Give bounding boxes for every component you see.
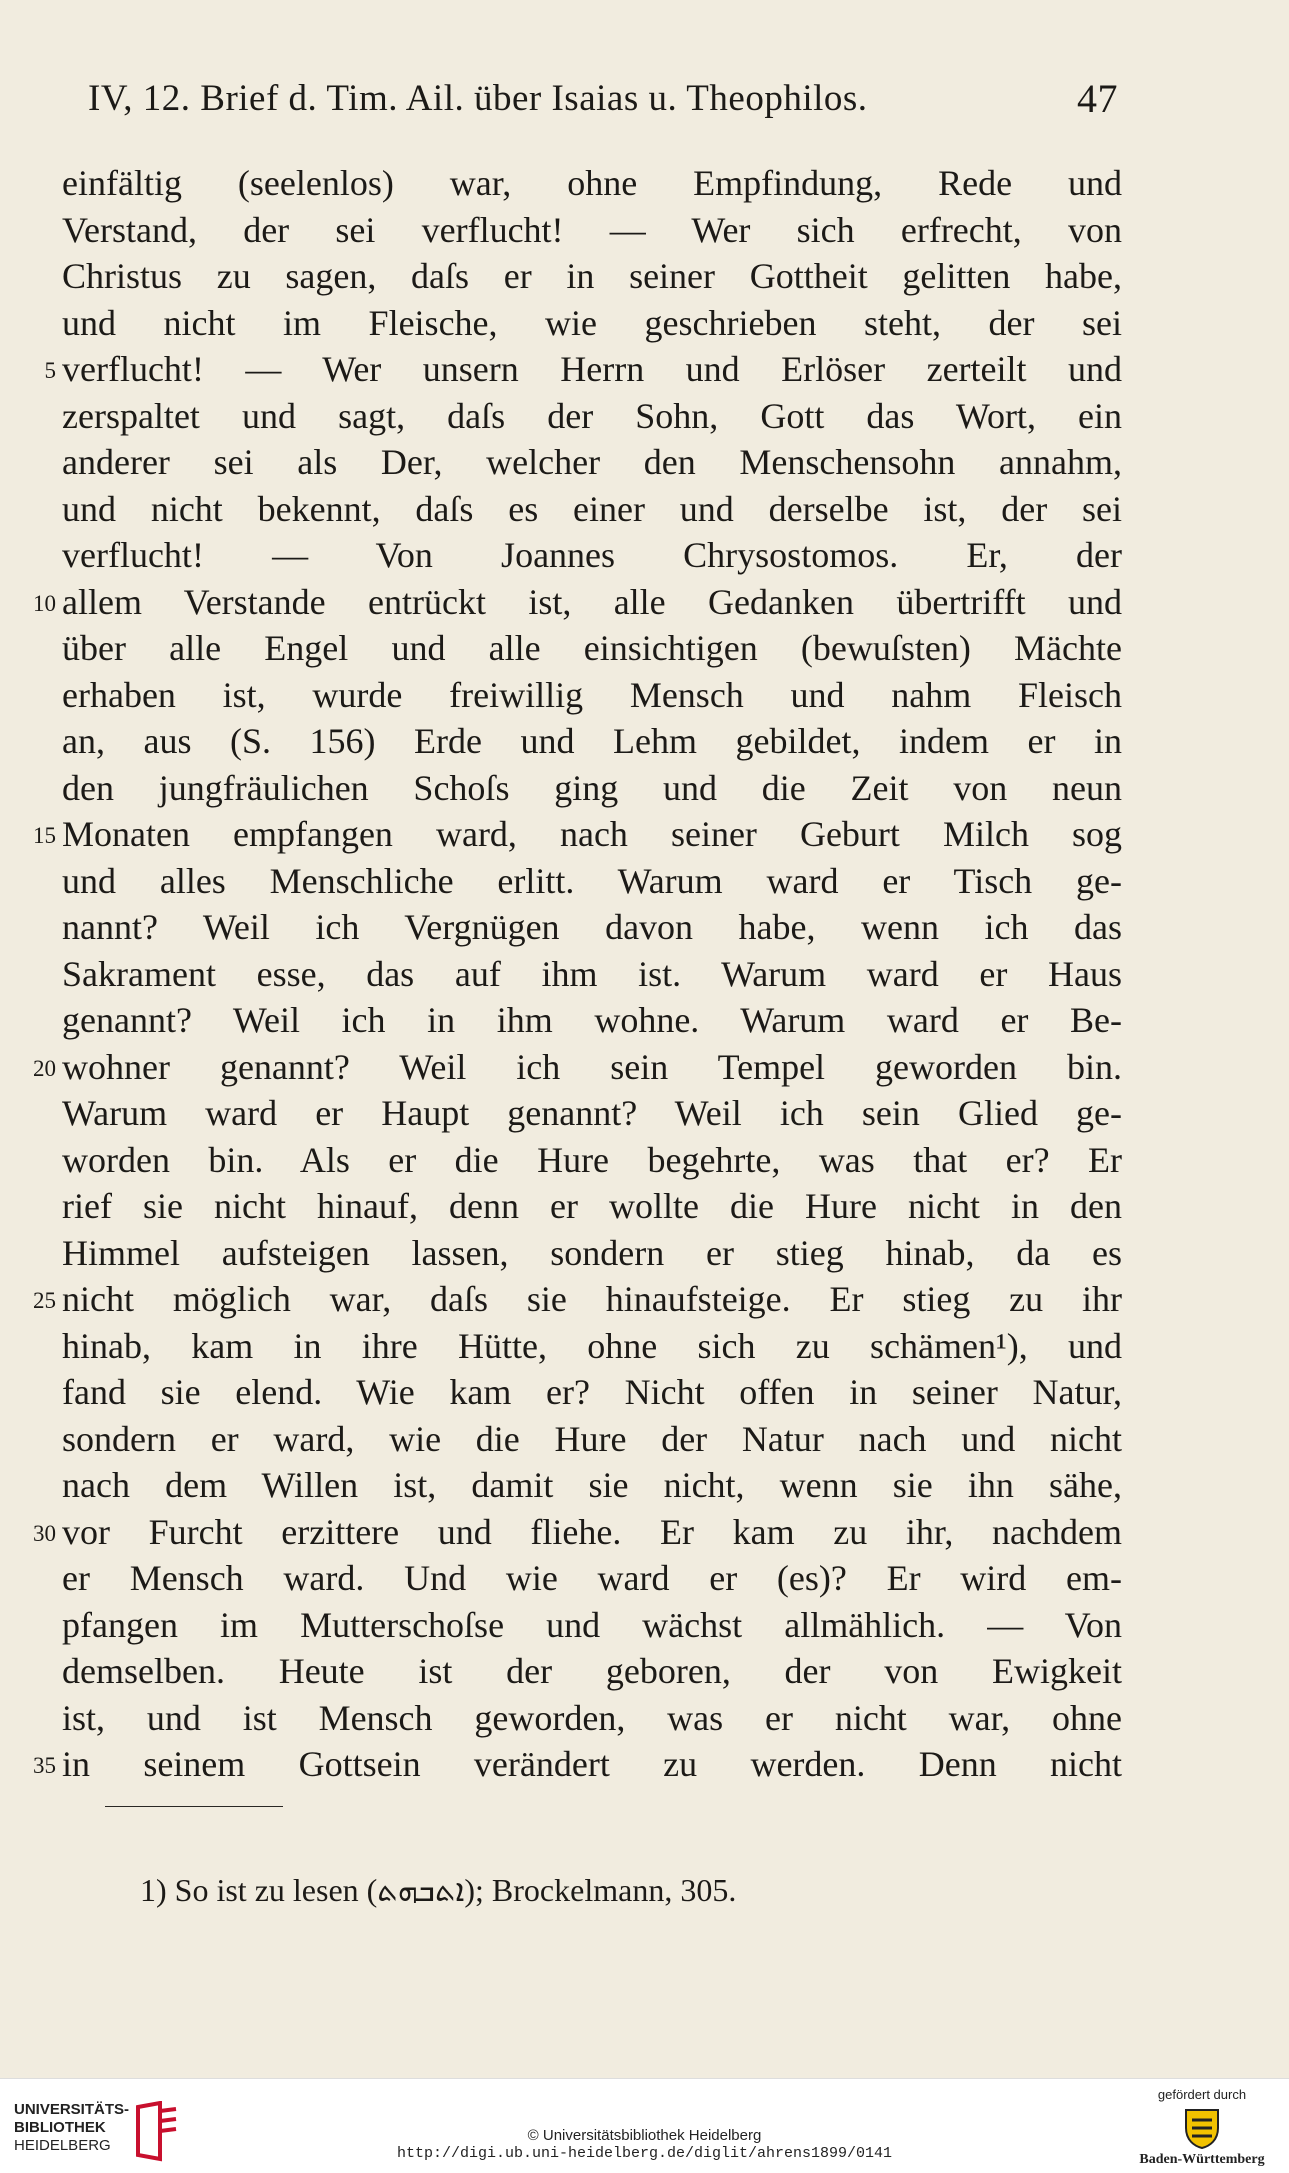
permalink-url[interactable]: http://digi.ub.uni-heidelberg.de/diglit/ahrens1899/0141 — [396, 2145, 893, 2162]
text-line — [62, 672, 1122, 719]
line-number: 15 — [33, 823, 56, 848]
text-line — [33, 1741, 1122, 1788]
line-text: anderer sei als Der, welcher den Menschensohn annahm, — [62, 442, 1122, 482]
line-text: verflucht! — Wer unsern Herrn und Erlöser zerteilt und — [62, 349, 1122, 389]
line-text: ist, und ist Mensch geworden, was er nicht war, ohne — [62, 1697, 1122, 1738]
line-number: 35 — [33, 1753, 56, 1778]
line-text: vor Furcht erzittere und fliehe. Er kam zu ihr, nachdem — [62, 1511, 1122, 1552]
line-text: Monaten empfangen ward, nach seiner Geburt Milch sog — [62, 814, 1122, 854]
text-line — [62, 207, 1122, 254]
line-text: einfältig (seelenlos) war, ohne Empfindung, Rede und — [62, 163, 1122, 203]
line-text: und nicht bekennt, daſs es einer und derselbe ist, der sei — [62, 488, 1122, 529]
line-text: genannt? Weil ich in ihm wohne. Warum ward er Be- — [62, 1000, 1122, 1040]
text-line — [62, 1090, 1122, 1137]
copyright-notice: © Universitätsbibliothek Heidelberg — [527, 2127, 762, 2144]
page-number: 47 — [1077, 76, 1118, 121]
text-line — [62, 718, 1122, 765]
line-text: über alle Engel und alle einsichtigen (bewuſsten) Mächte — [62, 628, 1122, 668]
text-line — [33, 579, 1122, 626]
text-line — [33, 1044, 1122, 1091]
line-text: in seinem Gottsein verändert zu werden. Denn nicht — [62, 1744, 1122, 1784]
library-name-line1: UNIVERSITÄTS- — [14, 2101, 130, 2118]
text-line — [62, 393, 1122, 440]
library-name-line3: HEIDELBERG — [14, 2137, 111, 2154]
line-text: erhaben ist, wurde freiwillig Mensch und nahm Fleisch — [62, 674, 1122, 715]
line-text: sondern er ward, wie die Hure der Natur nach und nicht — [62, 1418, 1122, 1459]
footnote-divider — [105, 1806, 283, 1807]
line-number: 20 — [33, 1055, 56, 1081]
library-name-line2: BIBLIOTHEK — [14, 2119, 106, 2136]
line-text: Himmel aufsteigen lassen, sondern er stieg hinab, da es — [62, 1232, 1122, 1273]
line-number: 10 — [33, 590, 56, 616]
line-text: hinab, kam in ihre Hütte, ohne sich zu schämen¹), und — [62, 1325, 1122, 1366]
text-line — [62, 1555, 1122, 1602]
line-number: 5 — [44, 358, 56, 383]
line-text: wohner genannt? Weil ich sein Tempel geworden bin. — [62, 1046, 1122, 1087]
text-line — [62, 160, 1122, 207]
line-number: 25 — [33, 1288, 56, 1313]
text-line — [62, 1462, 1122, 1509]
line-text: und alles Menschliche erlitt. Warum ward er Tisch ge- — [62, 860, 1122, 901]
text-line — [62, 997, 1122, 1044]
line-text: allem Verstande entrückt ist, alle Gedanken übertrifft und — [62, 581, 1122, 622]
body-text — [33, 160, 1122, 1788]
line-text: nach dem Willen ist, damit sie nicht, wenn sie ihn sähe, — [62, 1465, 1122, 1505]
footer-credits — [0, 2127, 1289, 2163]
line-text: demselben. Heute ist der geboren, der von Ewigkeit — [62, 1651, 1122, 1691]
line-text: nicht möglich war, daſs sie hinaufsteige. Er stieg zu ihr — [62, 1279, 1122, 1319]
footnote: 1) So ist zu lesen (ܐܬܒܗܬ); Brockelmann, 305. — [140, 1872, 737, 1908]
line-text: Christus zu sagen, daſs er in seiner Gottheit gelitten habe, — [62, 256, 1122, 296]
line-text: er Mensch ward. Und wie ward er (es)? Er wird em- — [62, 1558, 1122, 1598]
text-line — [62, 1695, 1122, 1742]
text-line — [62, 532, 1122, 579]
text-line — [62, 765, 1122, 812]
coat-of-arms-icon — [1182, 2106, 1222, 2150]
line-text: den jungfräulichen Schoſs ging und die Zeit von neun — [62, 767, 1122, 808]
text-line — [62, 951, 1122, 998]
text-line — [62, 300, 1122, 347]
text-line — [62, 904, 1122, 951]
text-line — [62, 1648, 1122, 1695]
text-line — [33, 1509, 1122, 1556]
funder-name: Baden-Württemberg — [1139, 2152, 1265, 2167]
line-text: pfangen im Mutterschoſse und wächst allmählich. — Von — [62, 1604, 1122, 1645]
line-text: an, aus (S. 156) Erde und Lehm gebildet, indem er in — [62, 721, 1122, 761]
text-line — [62, 1137, 1122, 1184]
text-line — [62, 1323, 1122, 1370]
line-text: verflucht! — Von Joannes Chrysostomos. Er, der — [62, 535, 1122, 575]
line-text: fand sie elend. Wie kam er? Nicht offen in seiner Natur, — [62, 1372, 1122, 1412]
text-line — [62, 1602, 1122, 1649]
line-text: Warum ward er Haupt genannt? Weil ich sein Glied ge- — [62, 1093, 1122, 1133]
text-line — [62, 253, 1122, 300]
text-line — [44, 346, 1122, 393]
text-line — [62, 439, 1122, 486]
text-line — [62, 1369, 1122, 1416]
running-head — [88, 74, 1118, 124]
text-line — [62, 1230, 1122, 1277]
line-text: und nicht im Fleische, wie geschrieben steht, der sei — [62, 302, 1122, 343]
running-title: IV, 12. Brief d. Tim. Ail. über Isaias u. Theophilos. — [88, 78, 868, 119]
funder-logo[interactable] — [1137, 2087, 1267, 2168]
funded-by-label: gefördert durch — [1157, 2087, 1247, 2102]
line-text: worden bin. Als er die Hure begehrte, was that er? Er — [62, 1139, 1122, 1180]
line-text: zerspaltet und sagt, daſs der Sohn, Gott das Wort, ein — [62, 395, 1122, 436]
text-line — [33, 1276, 1122, 1323]
footer-bar — [0, 2078, 1289, 2173]
text-line — [62, 1416, 1122, 1463]
line-text: Sakrament esse, das auf ihm ist. Warum ward er Haus — [62, 953, 1122, 994]
text-line — [62, 858, 1122, 905]
line-number: 30 — [33, 1520, 56, 1546]
text-line — [62, 625, 1122, 672]
line-text: nannt? Weil ich Vergnügen davon habe, wenn ich das — [62, 907, 1122, 947]
line-text: rief sie nicht hinauf, denn er wollte die Hure nicht in den — [62, 1186, 1122, 1226]
text-line — [33, 811, 1122, 858]
text-line — [62, 486, 1122, 533]
line-text: Verstand, der sei verflucht! — Wer sich erfrecht, von — [62, 209, 1122, 250]
text-line — [62, 1183, 1122, 1230]
